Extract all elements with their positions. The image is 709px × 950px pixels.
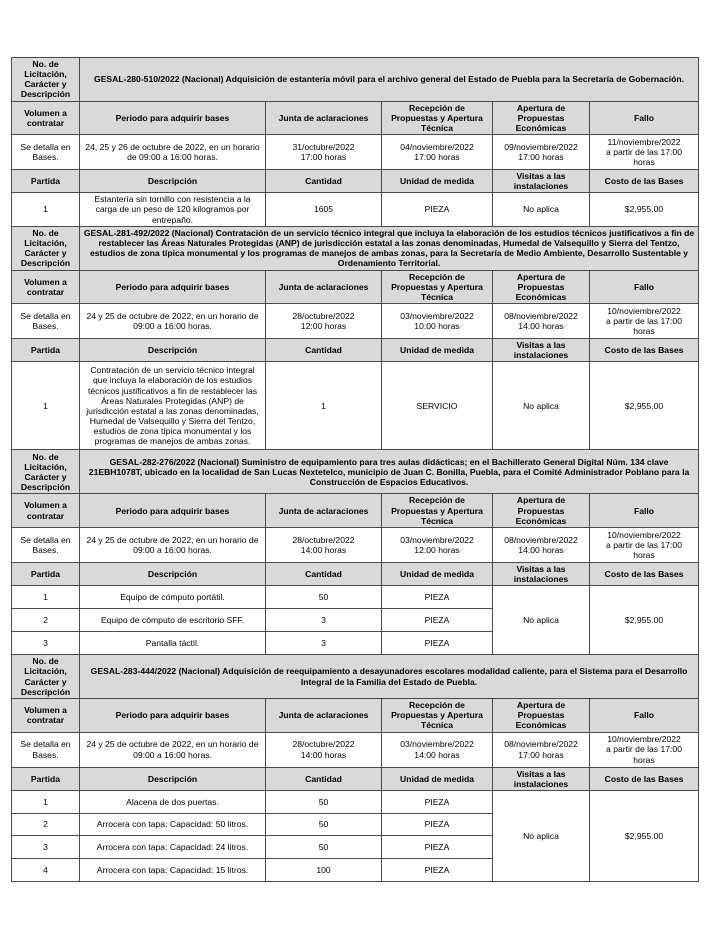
unidad-value: SERVICIO [382,362,493,450]
cantidad-header: Cantidad [266,562,382,585]
descripcion-header: Descripción [80,169,266,192]
descripcion-header: Descripción [80,339,266,362]
cantidad-header: Cantidad [266,767,382,790]
costo-header: Costo de las Bases [590,767,699,790]
no-licitacion-label: No. de Licitación, Carácter y Descripción [12,226,80,270]
volumen-value: Se detalla en Bases. [12,304,80,339]
apertura-header: Apertura de Propuestas Económicas [493,494,590,527]
tender-title: GESAL-282-276/2022 (Nacional) Suministro de equipamiento para tres aulas didácticas; en el Bachillerato General Digital Núm. 134 clave 21EBH1078T, ubicado en la localidad de San Lucas Nextetelco, municipio de Juan C. Bonilla, Puebla, para el Comité Administrador Poblano para la Construcción de Espacios Educativos. [80,450,699,494]
apertura-value: 08/noviembre/2022 14:00 horas [493,527,590,562]
cantidad-header: Cantidad [266,339,382,362]
cantidad-value: 50 [266,586,382,609]
table-row [12,362,699,450]
fallo-header: Fallo [590,494,699,527]
unidad-value: PIEZA [382,835,493,858]
junta-header: Junta de aclaraciones [266,699,382,732]
volumen-value: Se detalla en Bases. [12,732,80,767]
recepcion-header: Recepción de Propuestas y Apertura Técnica [382,270,493,303]
costo-value: $2,955.00 [590,586,699,655]
cantidad-value: 1605 [266,193,382,226]
unidad-header: Unidad de medida [382,767,493,790]
visitas-value: No aplica [493,362,590,450]
partida-header: Partida [12,767,80,790]
unidad-value: PIEZA [382,790,493,813]
unidad-header: Unidad de medida [382,169,493,192]
fallo-value: 10/noviembre/2022 a partir de las 17:00 horas [590,304,699,339]
no-licitacion-label: No. de Licitación, Carácter y Descripción [12,450,80,494]
recepcion-header: Recepción de Propuestas y Apertura Técnica [382,494,493,527]
cantidad-value: 3 [266,609,382,632]
periodo-value: 24, 25 y 26 de octubre de 2022, en un horario de 09:00 a 16:00 horas. [80,134,266,169]
junta-header: Junta de aclaraciones [266,101,382,134]
apertura-header: Apertura de Propuestas Económicas [493,699,590,732]
recepcion-value: 03/noviembre/2022 12:00 horas [382,527,493,562]
cantidad-value: 50 [266,813,382,835]
descripcion-value: Arrocera con tapa: Capacidad: 24 litros. [80,835,266,858]
unidad-value: PIEZA [382,586,493,609]
cantidad-value: 3 [266,632,382,655]
periodo-value: 24 y 25 de octubre de 2022, en un horario de 09:00 a 16:00 horas. [80,732,266,767]
volumen-value: Se detalla en Bases. [12,134,80,169]
tender-block [12,226,699,450]
tender-block [12,450,699,655]
periodo-header: Periodo para adquirir bases [80,699,266,732]
tender-block [12,655,699,882]
partida-value: 4 [12,858,80,881]
unidad-value: PIEZA [382,813,493,835]
partida-value: 1 [12,362,80,450]
table-row [12,193,699,226]
cantidad-header: Cantidad [266,169,382,192]
junta-value: 28/octubre/2022 12:00 horas [266,304,382,339]
recepcion-value: 03/noviembre/2022 14:00 horas [382,732,493,767]
cantidad-value: 50 [266,790,382,813]
fallo-header: Fallo [590,699,699,732]
periodo-header: Periodo para adquirir bases [80,494,266,527]
fallo-header: Fallo [590,101,699,134]
volumen-header: Volumen a contratar [12,699,80,732]
no-licitacion-label: No. de Licitación, Carácter y Descripción [12,58,80,102]
cantidad-value: 1 [266,362,382,450]
visitas-value: No aplica [493,586,590,655]
partida-value: 2 [12,813,80,835]
descripcion-value: Pantalla táctil. [80,632,266,655]
apertura-value: 08/noviembre/2022 14:00 horas [493,304,590,339]
partida-value: 1 [12,586,80,609]
apertura-value: 08/noviembre/2022 17:00 horas [493,732,590,767]
descripcion-value: Arrocera con tapa: Capacidad: 15 litros. [80,858,266,881]
cantidad-value: 50 [266,835,382,858]
descripcion-value: Alacena de dos puertas. [80,790,266,813]
visitas-header: Visitas a las instalaciones [493,339,590,362]
visitas-header: Visitas a las instalaciones [493,562,590,585]
visitas-value: No aplica [493,790,590,881]
volumen-value: Se detalla en Bases. [12,527,80,562]
unidad-value: PIEZA [382,193,493,226]
partida-value: 3 [12,835,80,858]
unidad-value: PIEZA [382,632,493,655]
partida-header: Partida [12,169,80,192]
partida-header: Partida [12,562,80,585]
partida-value: 2 [12,609,80,632]
visitas-header: Visitas a las instalaciones [493,767,590,790]
tender-title: GESAL-280-510/2022 (Nacional) Adquisición de estantería móvil para el archivo general del Estado de Puebla para la Secretaría de Gobernación. [80,58,699,102]
partida-header: Partida [12,339,80,362]
fallo-value: 10/noviembre/2022 a partir de las 17:00 horas [590,732,699,767]
periodo-value: 24 y 25 de octubre de 2022, en un horario de 09:00 a 16:00 horas. [80,527,266,562]
volumen-header: Volumen a contratar [12,494,80,527]
unidad-header: Unidad de medida [382,562,493,585]
table-row [12,586,699,609]
tenders-table [11,57,699,882]
unidad-value: PIEZA [382,858,493,881]
descripcion-value: Contratación de un servicio técnico integral que incluya la elaboración de los estudios técnicos justificativos a fin de restablecer las Áreas Naturales Protegidas (ANP) de jurisdicción estatal a las zonas denominadas, Humedal de Valsequillo y Sierra del Tentzo, estudios de zona típica monumental y los programas de manejos de ambas zonas. [80,362,266,450]
table-row [12,790,699,813]
descripcion-header: Descripción [80,767,266,790]
unidad-value: PIEZA [382,609,493,632]
visitas-value: No aplica [493,193,590,226]
tender-block [12,58,699,227]
recepcion-value: 04/noviembre/2022 17:00 horas [382,134,493,169]
recepcion-value: 03/noviembre/2022 10:00 horas [382,304,493,339]
periodo-value: 24 y 25 de octubre de 2022, en un horario de 09:00 a 16:00 horas. [80,304,266,339]
junta-value: 28/octubre/2022 14:00 horas [266,527,382,562]
costo-header: Costo de las Bases [590,169,699,192]
tender-title: GESAL-283-444/2022 (Nacional) Adquisición de reequipamiento a desayunadores escolares modalidad caliente, para el Sistema para el Desarrollo Integral de la Familia del Estado de Puebla. [80,655,699,699]
descripcion-value: Equipo de cómputo portátil. [80,586,266,609]
tender-title: GESAL-281-492/2022 (Nacional) Contratación de un servicio técnico integral que incluya la elaboración de los estudios técnicos justificativos a fin de restablecer las Áreas Naturales Protegidas (ANP) de jurisdicción estatal a las zonas denominadas, Humedal de Valsequillo y Sierra del Tentzo, estudios de zona típica monumental y los programas de manejos de ambas zonas, para la Secretaría de Medio Ambiente, Desarrollo Sustentable y Ordenamiento Territorial. [80,226,699,270]
descripcion-value: Arrocera con tapa: Capacidad: 50 litros. [80,813,266,835]
partida-value: 3 [12,632,80,655]
partida-value: 1 [12,193,80,226]
apertura-value: 09/noviembre/2022 17:00 horas [493,134,590,169]
no-licitacion-label: No. de Licitación, Carácter y Descripción [12,655,80,699]
visitas-header: Visitas a las instalaciones [493,169,590,192]
periodo-header: Periodo para adquirir bases [80,270,266,303]
costo-value: $2,955.00 [590,193,699,226]
fallo-header: Fallo [590,270,699,303]
partida-value: 1 [12,790,80,813]
periodo-header: Periodo para adquirir bases [80,101,266,134]
descripcion-value: Equipo de cómputo de escritorio SFF. [80,609,266,632]
apertura-header: Apertura de Propuestas Económicas [493,101,590,134]
costo-header: Costo de las Bases [590,339,699,362]
descripcion-header: Descripción [80,562,266,585]
junta-header: Junta de aclaraciones [266,494,382,527]
unidad-header: Unidad de medida [382,339,493,362]
cantidad-value: 100 [266,858,382,881]
volumen-header: Volumen a contratar [12,101,80,134]
junta-value: 31/octubre/2022 17:00 horas [266,134,382,169]
recepcion-header: Recepción de Propuestas y Apertura Técnica [382,101,493,134]
fallo-value: 10/noviembre/2022 a partir de las 17:00 horas [590,527,699,562]
costo-header: Costo de las Bases [590,562,699,585]
apertura-header: Apertura de Propuestas Económicas [493,270,590,303]
junta-header: Junta de aclaraciones [266,270,382,303]
fallo-value: 11/noviembre/2022 a partir de las 17:00 horas [590,134,699,169]
costo-value: $2,955.00 [590,362,699,450]
junta-value: 28/octubre/2022 14:00 horas [266,732,382,767]
descripcion-value: Estantería sin tornillo con resistencia a la carga de un peso de 120 kilogramos por entrepaño. [80,193,266,226]
costo-value: $2,955.00 [590,790,699,881]
volumen-header: Volumen a contratar [12,270,80,303]
recepcion-header: Recepción de Propuestas y Apertura Técnica [382,699,493,732]
